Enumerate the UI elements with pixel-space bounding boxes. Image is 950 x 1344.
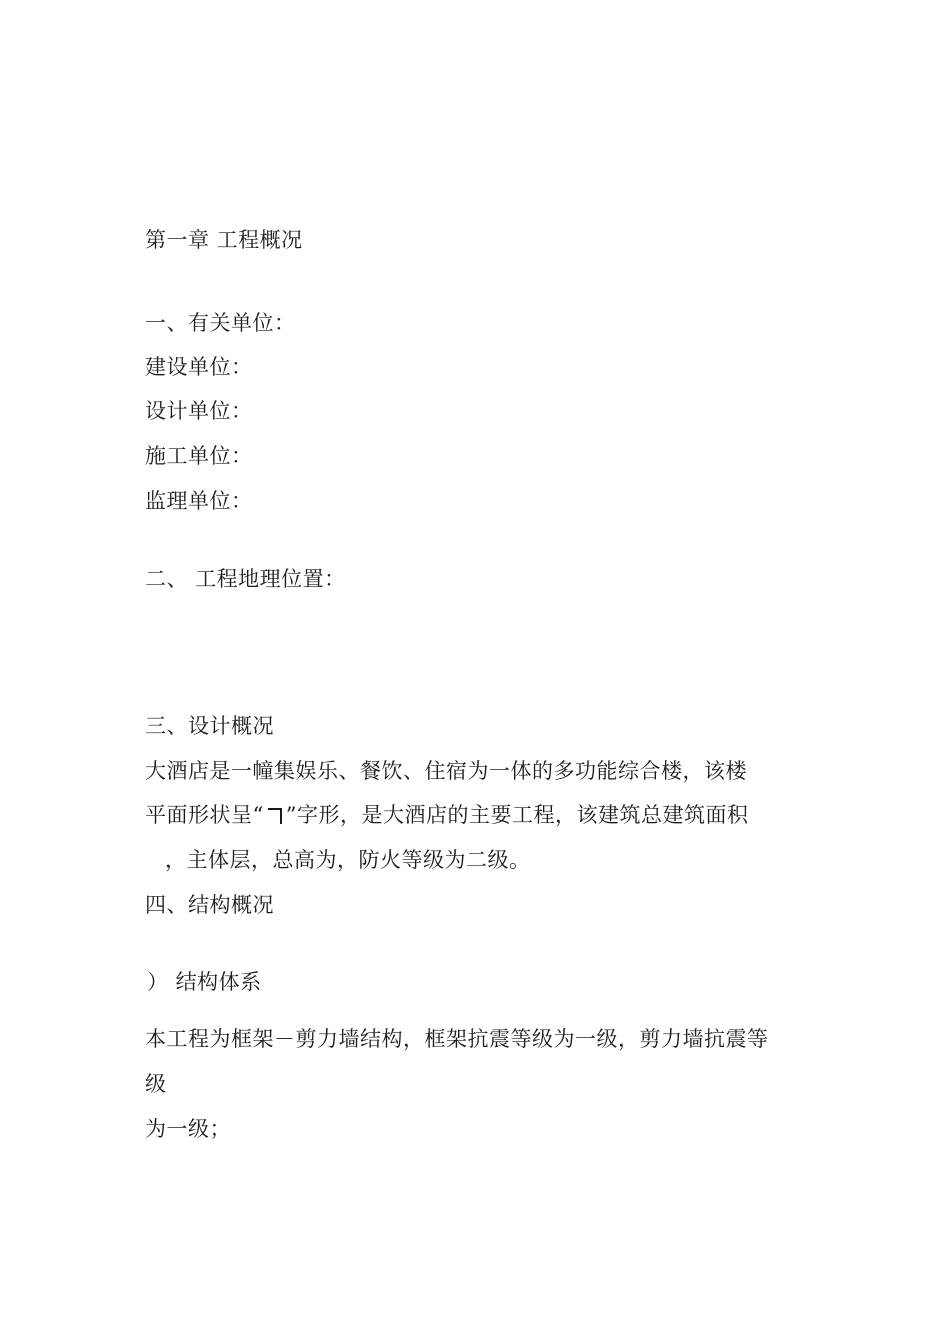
design-overview-line-2: [145, 801, 748, 829]
design-overview-line-3: ，主体层，总高为，防火等级为二级。: [165, 848, 531, 872]
design-overview-line-2-suffix: ”字形，是大酒店的主要工程，该建筑总建筑面积: [285, 803, 749, 827]
field-label-design-unit: 设计单位：: [145, 399, 253, 423]
structure-paragraph-line-3: 为一级；: [145, 1117, 231, 1141]
field-label-supervision-unit: 监理单位：: [145, 489, 253, 513]
structure-system-subheading: ） 结构体系: [147, 970, 262, 994]
l-shape-icon: [268, 808, 282, 824]
field-label-construction-unit: 建设单位：: [145, 355, 253, 379]
section-2-heading: 二、 工程地理位置：: [145, 567, 346, 591]
chapter-title: 第一章 工程概况: [145, 228, 303, 252]
section-4-heading: 四、结构概况: [145, 893, 274, 917]
structure-paragraph-line-2: 级: [145, 1072, 167, 1096]
field-label-builder-unit: 施工单位：: [145, 444, 253, 468]
section-1-heading: 一、有关单位：: [145, 311, 296, 335]
section-3-heading: 三、设计概况: [145, 714, 274, 738]
design-overview-line-2-prefix: 平面形状呈“: [145, 803, 264, 827]
structure-paragraph-line-1: 本工程为框架－剪力墙结构，框架抗震等级为一级，剪力墙抗震等: [145, 1027, 769, 1051]
design-overview-line-1: 大酒店是一幢集娱乐、餐饮、住宿为一体的多功能综合楼，该楼: [145, 759, 747, 783]
